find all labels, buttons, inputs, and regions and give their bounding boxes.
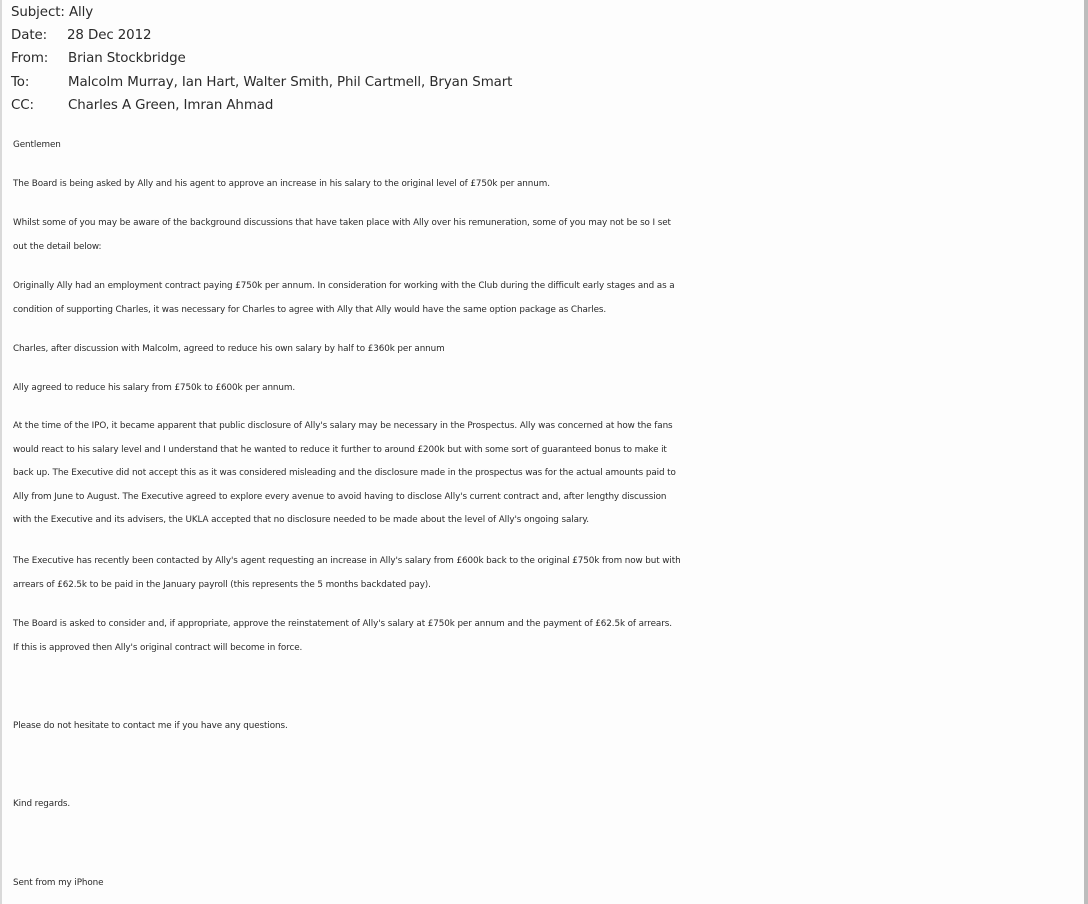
footer-text: Sent from my iPhone <box>13 878 104 888</box>
subject-value: Ally <box>68 5 94 20</box>
from-value: Brian Stockbridge <box>68 51 186 66</box>
to-label: To: <box>11 75 30 90</box>
paragraph-line: The Executive has recently been contacted by Ally's agent requesting an increase in Ally's salary from £600k back to the original £750k from now but with <box>13 556 681 566</box>
paragraph-7 <box>13 550 1079 597</box>
paragraph-line: Originally Ally had an employment contract paying £750k per annum. In consideration for working with the Club during the difficult early stages and as a <box>13 281 675 291</box>
cc-value: Charles A Green, Imran Ahmad <box>68 98 274 113</box>
paragraph-line: with the Executive and its advisers, the UKLA accepted that no disclosure needed to be made about the level of Ally's ongoing salary. <box>13 515 589 526</box>
date-label: Date: <box>11 28 48 43</box>
subject-label: Subject: <box>11 5 65 20</box>
paragraph-line: Whilst some of you may be aware of the background discussions that have taken place with Ally over his remuneration, some of you may not be so I set <box>13 218 671 228</box>
paragraph-1 <box>13 173 1079 197</box>
paragraph-3 <box>13 275 1079 322</box>
paragraph-line: Please do not hesitate to contact me if you have any questions. <box>13 721 288 731</box>
paragraph-line: The Board is asked to consider and, if appropriate, approve the reinstatement of Ally's salary at £750k per annum and the payment of £62.5k of arrears. <box>13 619 672 629</box>
paragraph-9 <box>13 715 1079 739</box>
signoff-text: Kind regards. <box>13 799 71 809</box>
paragraph-line: out the detail below: <box>13 241 102 252</box>
cc-label: CC: <box>11 98 34 113</box>
from-label: From: <box>11 51 49 66</box>
paragraph-2 <box>13 212 1079 259</box>
greeting-text: Gentlemen <box>13 140 61 150</box>
to-value: Malcolm Murray, Ian Hart, Walter Smith, Phil Cartmell, Bryan Smart <box>68 75 513 90</box>
paragraph-line: At the time of the IPO, it became apparent that public disclosure of Ally's salary may be necessary in the Prospectus. Ally was concerned at how the fans <box>13 421 673 431</box>
date-value: 28 Dec 2012 <box>67 28 152 43</box>
paragraph-line: If this is approved then Ally's original contract will become in force. <box>13 642 303 653</box>
footer <box>13 872 1079 896</box>
cc-row <box>11 96 274 116</box>
greeting <box>13 134 1079 158</box>
paragraph-line: Charles, after discussion with Malcolm, agreed to reduce his own salary by half to £360k per annum <box>13 344 445 354</box>
subject-row <box>11 3 93 23</box>
paragraph-line: arrears of £62.5k to be paid in the January payroll (this represents the 5 months backdated pay). <box>13 579 431 590</box>
to-row <box>11 73 513 93</box>
paragraph-line: would react to his salary level and I understand that he wanted to reduce it further to around £200k but with some sort of guaranteed bonus to make it <box>13 444 667 455</box>
paragraph-8 <box>13 613 1079 660</box>
paragraph-line: back up. The Executive did not accept this as it was considered misleading and the disclosure made in the prospectus was for the actual amounts paid to <box>13 468 676 479</box>
paragraph-line: Ally from June to August. The Executive agreed to explore every avenue to avoid having to disclose Ally's current contract and, after lengthy discussion <box>13 491 667 502</box>
signoff <box>13 793 1079 817</box>
paragraph-4 <box>13 338 1079 362</box>
date-row <box>11 26 152 46</box>
paragraph-line: condition of supporting Charles, it was necessary for Charles to agree with Ally that Ally would have the same option package as Charles. <box>13 304 607 315</box>
paragraph-6 <box>13 415 1079 533</box>
paragraph-line: The Board is being asked by Ally and his agent to approve an increase in his salary to the original level of £750k per annum. <box>13 179 550 189</box>
from-row <box>11 49 186 69</box>
paragraph-line: Ally agreed to reduce his salary from £750k to £600k per annum. <box>13 383 296 393</box>
paragraph-5 <box>13 377 1079 401</box>
